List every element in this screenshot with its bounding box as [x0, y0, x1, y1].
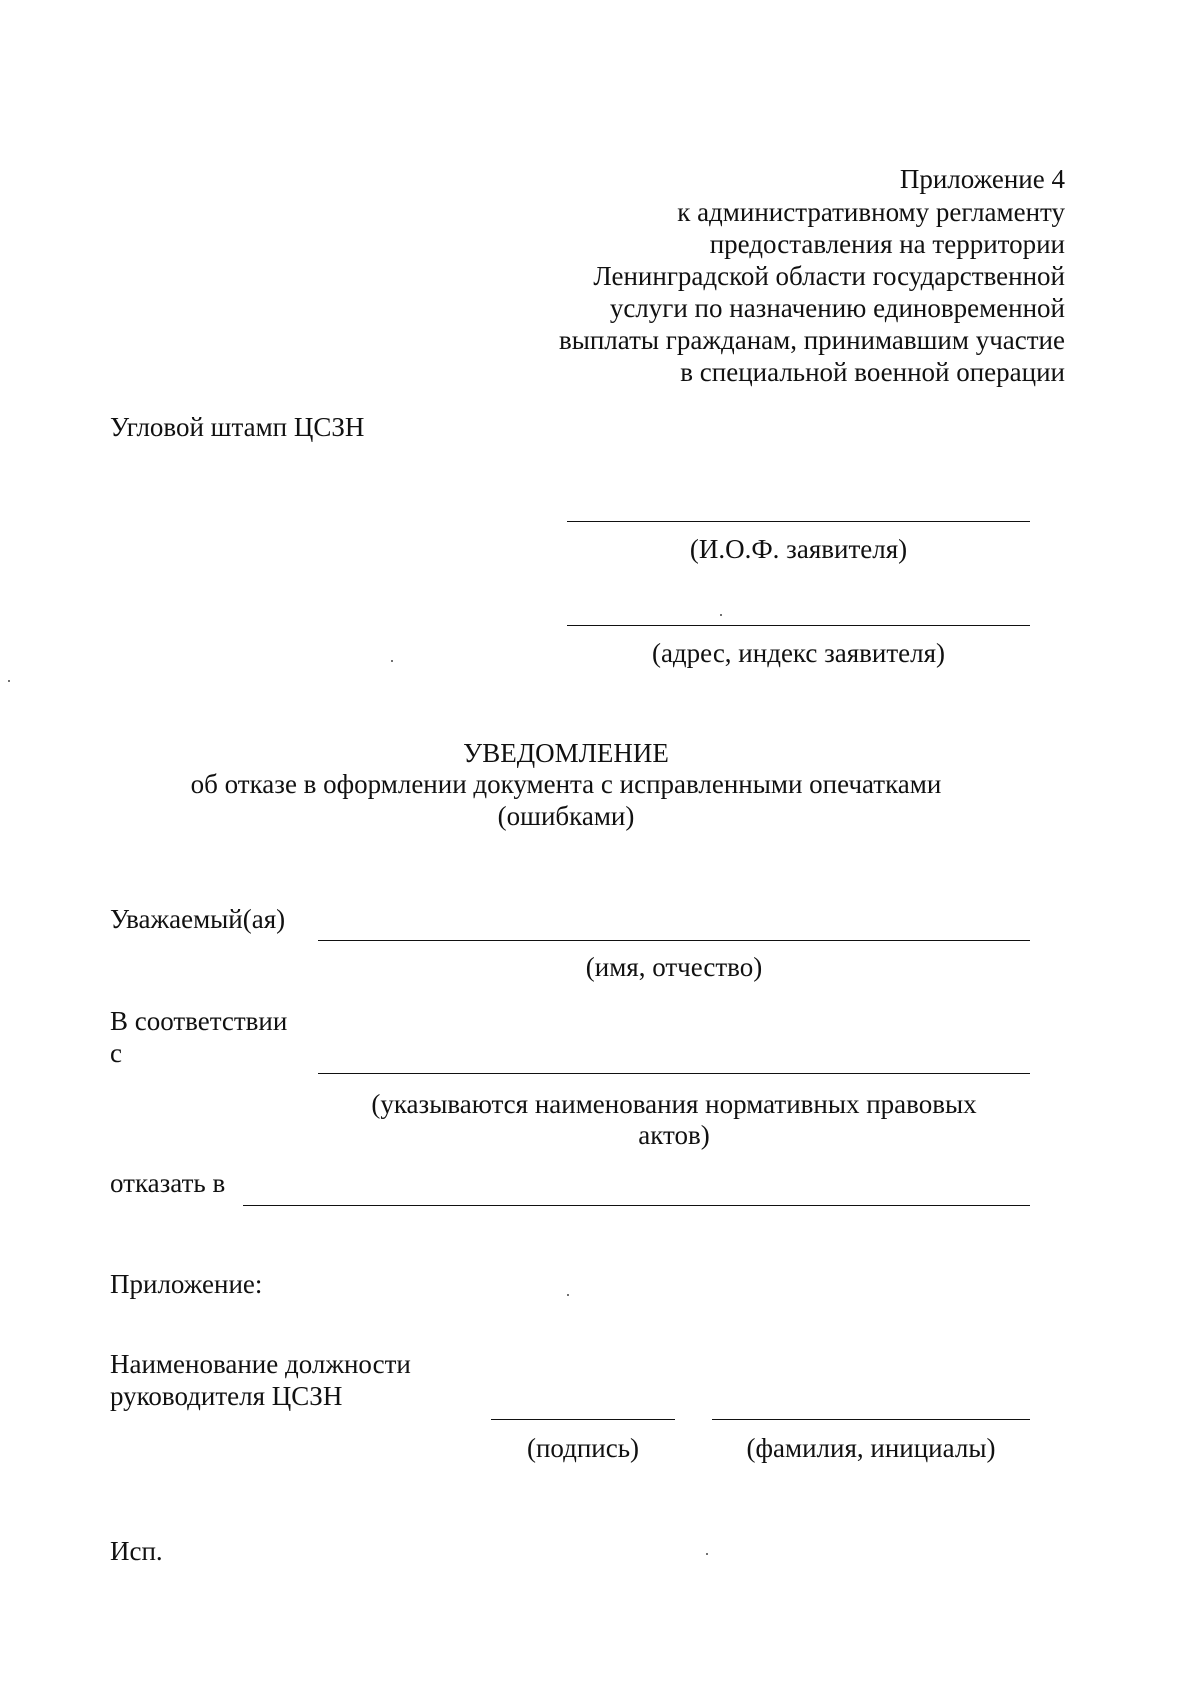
appendix-line-1: Приложение 4	[899, 164, 1065, 194]
scan-speck	[720, 614, 722, 616]
acts-caption-line-1: (указываются наименования нормативных правовых	[371, 1089, 977, 1119]
full-name-caption: (фамилия, инициалы)	[746, 1433, 996, 1463]
recipient-address-caption: (адрес, индекс заявителя)	[651, 638, 946, 668]
notice-title: УВЕДОМЛЕНИЕ	[463, 738, 669, 768]
greeting-line	[318, 940, 1030, 941]
appendix-line-2: к административному регламенту	[677, 197, 1065, 227]
full-name-line	[712, 1419, 1030, 1420]
acts-caption-line-2: актов)	[638, 1120, 710, 1150]
accordance-line	[318, 1073, 1030, 1074]
recipient-name-caption: (И.О.Ф. заявителя)	[689, 534, 908, 564]
greeting-caption: (имя, отчество)	[585, 952, 763, 982]
signature-line	[491, 1419, 675, 1420]
corner-stamp-label: Угловой штамп ЦСЗН	[110, 412, 365, 442]
scan-speck	[8, 680, 10, 682]
notice-subtitle-line-2: (ошибками)	[497, 801, 635, 831]
refuse-line	[243, 1205, 1030, 1206]
signature-caption: (подпись)	[526, 1433, 640, 1463]
recipient-address-line	[567, 625, 1030, 626]
appendix-line-3: предоставления на территории	[709, 229, 1065, 259]
greeting-label: Уважаемый(ая)	[110, 904, 286, 934]
recipient-name-line	[567, 521, 1030, 522]
accordance-label-line-2: с	[110, 1038, 122, 1068]
notice-subtitle-line-1: об отказе в оформлении документа с исправленными опечатками	[190, 769, 942, 799]
appendix-line-4: Ленинградской области государственной	[593, 261, 1065, 291]
refuse-label: отказать в	[110, 1168, 226, 1198]
appendix-line-7: в специальной военной операции	[680, 357, 1065, 387]
attachment-label: Приложение:	[110, 1269, 263, 1299]
scan-speck	[391, 660, 393, 662]
accordance-label-line-1: В соответствии	[110, 1006, 288, 1036]
executor-label: Исп.	[110, 1536, 163, 1566]
position-label-line-1: Наименование должности	[110, 1349, 411, 1379]
appendix-line-5: услуги по назначению единовременной	[609, 293, 1065, 323]
position-label-line-2: руководителя ЦСЗН	[110, 1381, 343, 1411]
appendix-line-6: выплаты гражданам, принимавшим участие	[558, 325, 1065, 355]
scan-speck	[706, 1553, 708, 1555]
scan-speck	[567, 1294, 569, 1296]
